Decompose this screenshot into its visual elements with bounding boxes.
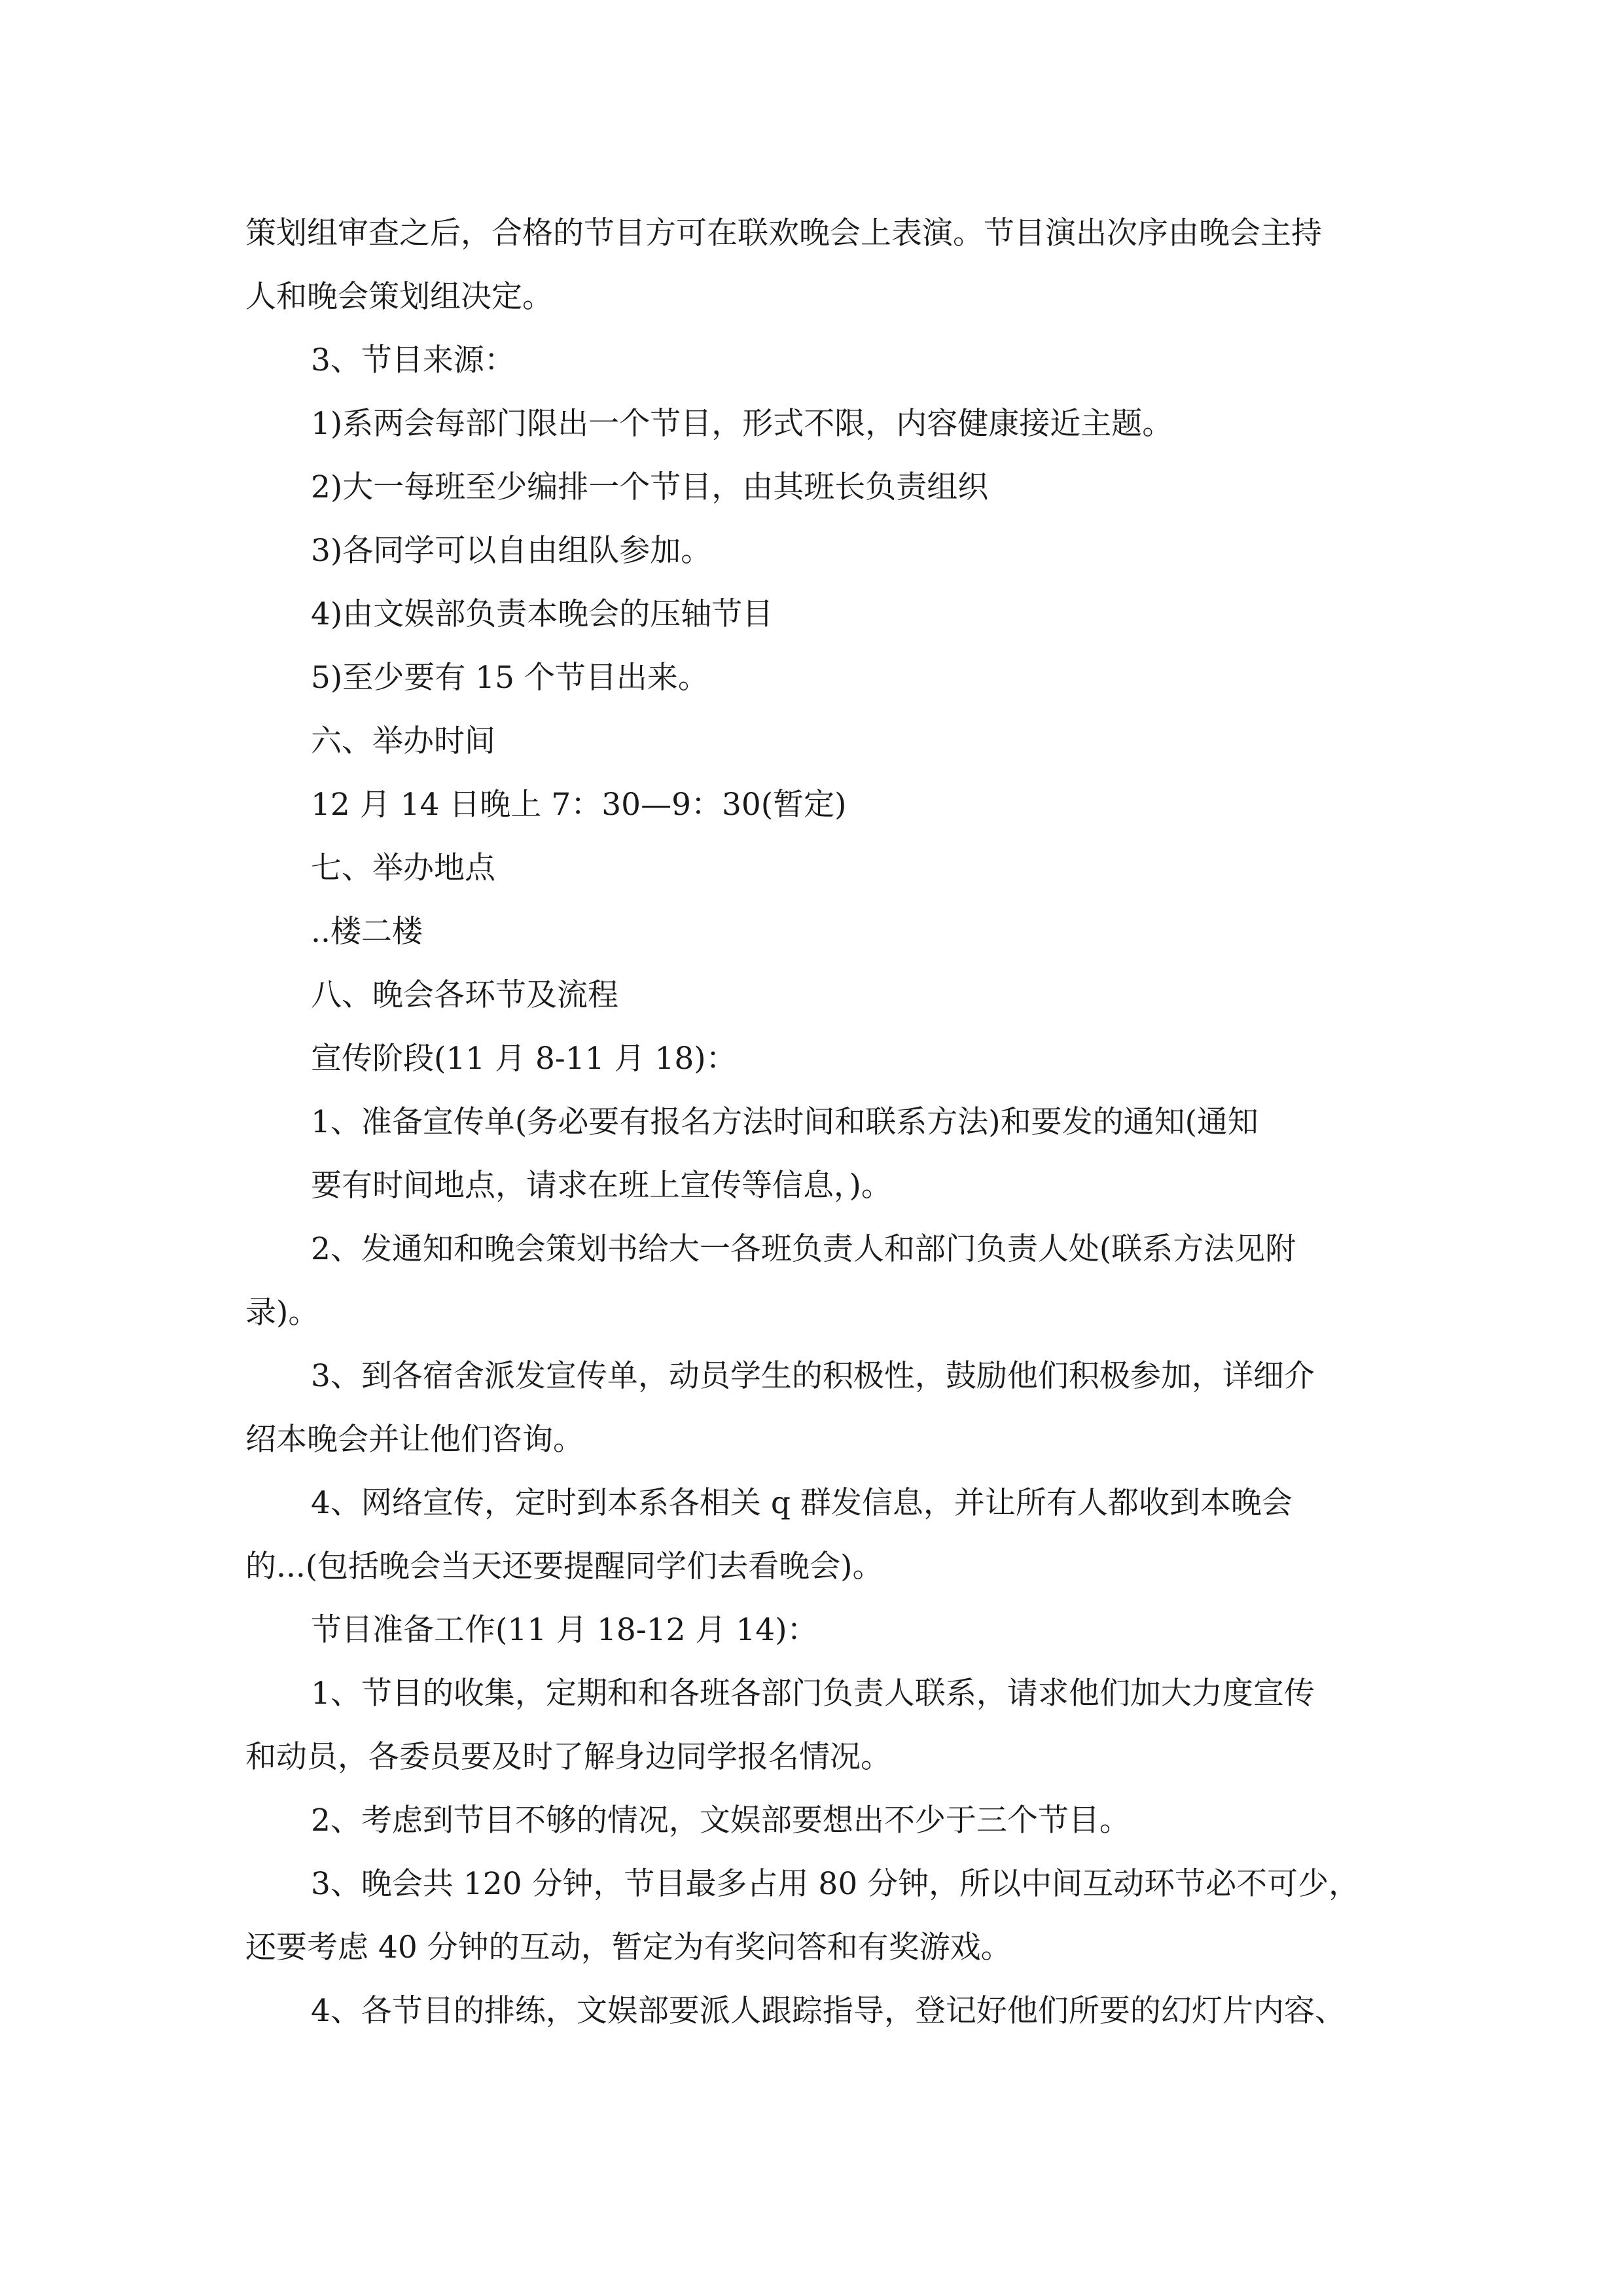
paragraph-line: 八、晚会各环节及流程 — [311, 977, 618, 1013]
paragraph-line: 3、晚会共 120 分钟，节目最多占用 80 分钟，所以中间互动环节必不可少， — [311, 1866, 1360, 1902]
paragraph-line: 12 月 14 日晚上 7：30—9：30(暂定) — [311, 787, 847, 823]
paragraph-line: 3)各同学可以自由组队参加。 — [311, 533, 712, 569]
paragraph-line: 1、准备宣传单(务必要有报名方法时间和联系方法)和要发的通知(通知 — [311, 1104, 1258, 1140]
paragraph-line: 3、节目来源： — [311, 342, 515, 378]
paragraph-line: 4)由文娱部负责本晚会的压轴节目 — [311, 596, 774, 632]
paragraph-line: 5)至少要有 15 个节目出来。 — [311, 660, 709, 696]
paragraph-line: 要有时间地点，请求在班上宣传等信息，)。 — [311, 1168, 892, 1204]
paragraph-line: 还要考虑 40 分钟的互动，暂定为有奖问答和有奖游戏。 — [245, 1929, 1012, 1965]
paragraph-line: 2、发通知和晚会策划书给大一各班负责人和部门负责人处(联系方法见附 — [311, 1231, 1296, 1267]
paragraph-line: 2)大一每班至少编排一个节目，由其班长负责组织 — [311, 469, 989, 505]
paragraph-line: 六、举办时间 — [311, 723, 495, 759]
paragraph-line: 策划组审查之后，合格的节目方可在联欢晚会上表演。节目演出次序由晚会主持 — [245, 215, 1322, 251]
paragraph-line: 人和晚会策划组决定。 — [245, 279, 553, 315]
paragraph-line: 宣传阶段(11 月 8-11 月 18)： — [311, 1041, 737, 1077]
paragraph-line: 4、各节目的排练，文娱部要派人跟踪指导，登记好他们所要的幻灯片内容、 — [311, 1993, 1346, 2029]
paragraph-line: 节目准备工作(11 月 18-12 月 14)： — [311, 1612, 818, 1648]
paragraph-line: 绍本晚会并让他们咨询。 — [245, 1422, 584, 1458]
paragraph-line: 的...(包括晚会当天还要提醒同学们去看晚会)。 — [245, 1549, 883, 1585]
paragraph-line: 录)。 — [245, 1295, 319, 1331]
paragraph-line: ..楼二楼 — [311, 914, 423, 950]
paragraph-line: 和动员，各委员要及时了解身边同学报名情况。 — [245, 1739, 891, 1775]
paragraph-line: 3、到各宿舍派发宣传单，动员学生的积极性，鼓励他们积极参加，详细介 — [311, 1358, 1315, 1394]
paragraph-line: 1)系两会每部门限出一个节目，形式不限，内容健康接近主题。 — [311, 406, 1173, 442]
document-body — [245, 202, 1394, 2043]
paragraph-line: 2、考虑到节目不够的情况，文娱部要想出不少于三个节目。 — [311, 1803, 1130, 1839]
paragraph-line: 七、举办地点 — [311, 850, 495, 886]
paragraph-line: 4、网络宣传，定时到本系各相关 q 群发信息，并让所有人都收到本晚会 — [311, 1485, 1293, 1521]
paragraph-line: 1、节目的收集，定期和和各班各部门负责人联系，请求他们加大力度宣传 — [311, 1676, 1315, 1712]
